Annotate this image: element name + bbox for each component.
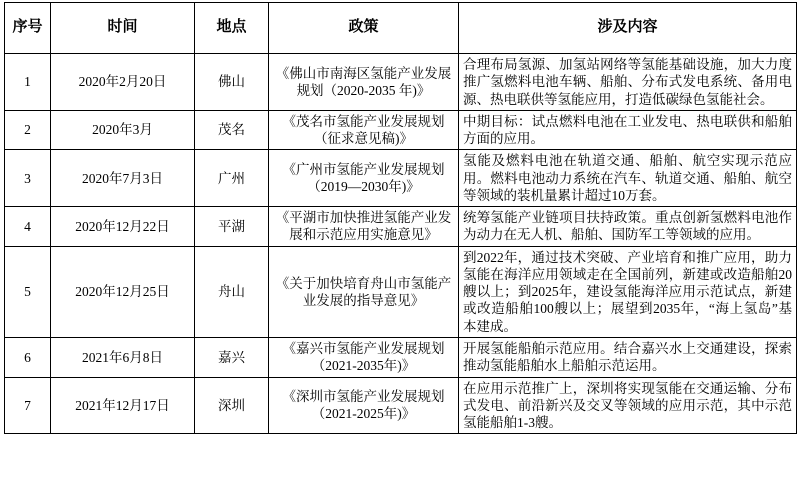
cell-time: 2020年12月25日 — [51, 246, 195, 337]
table-row — [5, 377, 797, 434]
cell-place: 平湖 — [195, 207, 269, 247]
cell-seq: 5 — [5, 246, 51, 337]
cell-time: 2020年2月20日 — [51, 54, 195, 111]
cell-time: 2021年12月17日 — [51, 377, 195, 434]
table-body — [5, 54, 797, 434]
cell-time: 2020年12月22日 — [51, 207, 195, 247]
cell-time: 2020年3月 — [51, 110, 195, 150]
cell-policy: 《关于加快培育舟山市氢能产业发展的指导意见》 — [269, 246, 459, 337]
cell-content: 氢能及燃料电池在轨道交通、船舶、航空实现示范应用。燃料电池动力系统在汽车、轨道交通、船舶、航空等领域的装机量累计超过10万套。 — [459, 150, 797, 207]
cell-place: 广州 — [195, 150, 269, 207]
cell-content: 合理布局氢源、加氢站网络等氢能基础设施，加大力度推广氢燃料电池车辆、船舶、分布式发电系统、备用电源、热电联供等氢能应用，打造低碳绿色氢能社会。 — [459, 54, 797, 111]
cell-seq: 3 — [5, 150, 51, 207]
cell-content: 到2022年，通过技术突破、产业培育和推广应用，助力氢能在海洋应用领域走在全国前列，新建或改造船舶20艘以上；到2025年，建设氢能海洋应用示范试点，新建或改造船舶100艘以上；展望到2035年，“海上氢岛”基本建成。 — [459, 246, 797, 337]
table-row — [5, 246, 797, 337]
column-header-policy: 政策 — [269, 3, 459, 54]
table-header — [5, 3, 797, 54]
table-row — [5, 150, 797, 207]
policy-table — [4, 2, 797, 434]
cell-seq: 1 — [5, 54, 51, 111]
table-row — [5, 207, 797, 247]
table-row — [5, 54, 797, 111]
cell-content: 统筹氢能产业链项目扶持政策。重点创新氢燃料电池作为动力在无人机、船舶、国防军工等领域的应用。 — [459, 207, 797, 247]
cell-policy: 《嘉兴市氢能产业发展规划（2021-2035年)》 — [269, 337, 459, 377]
cell-time: 2021年6月8日 — [51, 337, 195, 377]
column-header-content: 涉及内容 — [459, 3, 797, 54]
cell-place: 佛山 — [195, 54, 269, 111]
cell-place: 茂名 — [195, 110, 269, 150]
cell-policy: 《茂名市氢能产业发展规划（征求意见稿)》 — [269, 110, 459, 150]
cell-policy: 《平湖市加快推进氢能产业发展和示范应用实施意见》 — [269, 207, 459, 247]
cell-policy: 《佛山市南海区氢能产业发展规划（2020-2035 年)》 — [269, 54, 459, 111]
table-row — [5, 337, 797, 377]
cell-place: 嘉兴 — [195, 337, 269, 377]
table-header-row — [5, 3, 797, 54]
cell-seq: 7 — [5, 377, 51, 434]
cell-seq: 4 — [5, 207, 51, 247]
cell-time: 2020年7月3日 — [51, 150, 195, 207]
cell-policy: 《深圳市氢能产业发展规划（2021-2025年)》 — [269, 377, 459, 434]
cell-place: 深圳 — [195, 377, 269, 434]
cell-content: 中期目标：试点燃料电池在工业发电、热电联供和船舶方面的应用。 — [459, 110, 797, 150]
column-header-time: 时间 — [51, 3, 195, 54]
cell-policy: 《广州市氢能产业发展规划（2019—2030年)》 — [269, 150, 459, 207]
cell-place: 舟山 — [195, 246, 269, 337]
column-header-seq: 序号 — [5, 3, 51, 54]
cell-seq: 2 — [5, 110, 51, 150]
cell-content: 开展氢能船舶示范应用。结合嘉兴水上交通建设，探索推动氢能船舶水上船舶示范运用。 — [459, 337, 797, 377]
table-row — [5, 110, 797, 150]
column-header-place: 地点 — [195, 3, 269, 54]
cell-content: 在应用示范推广上，深圳将实现氢能在交通运输、分布式发电、前沿新兴及交叉等领域的应用示范，其中示范氢能船舶1-3艘。 — [459, 377, 797, 434]
cell-seq: 6 — [5, 337, 51, 377]
